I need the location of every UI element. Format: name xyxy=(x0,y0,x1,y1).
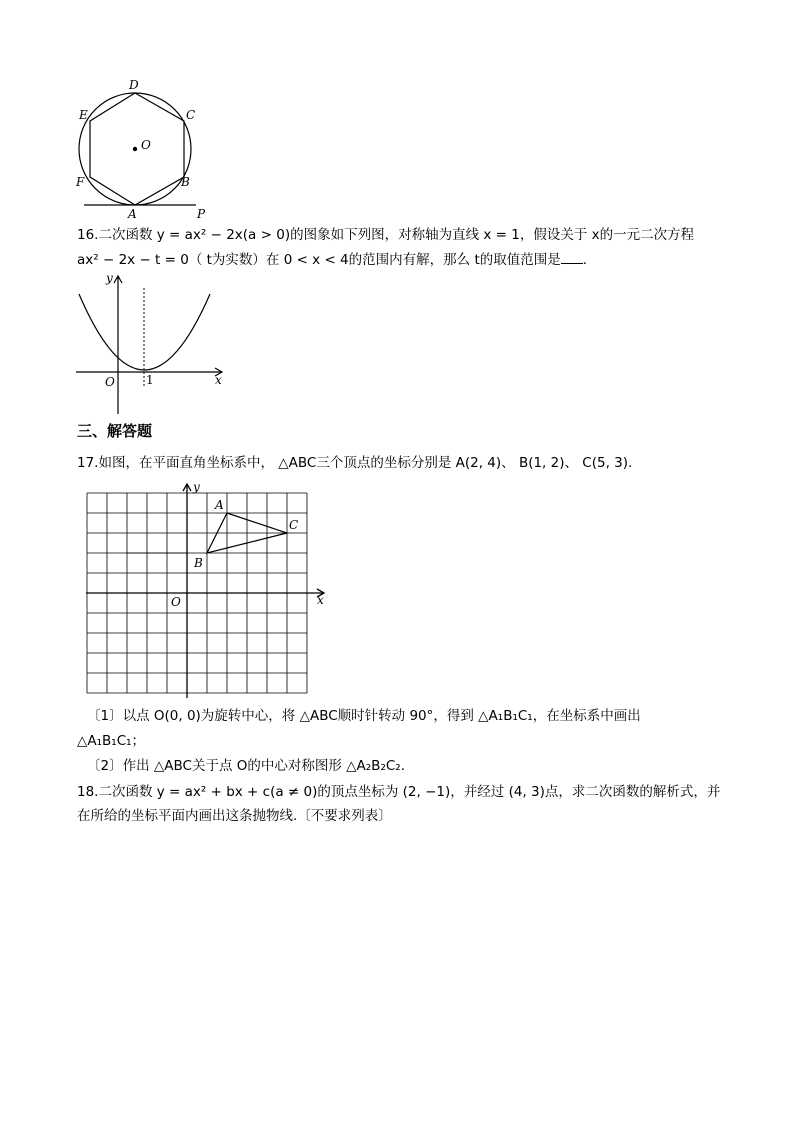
grid-label-b: B xyxy=(194,556,203,570)
hexagon-circle-figure xyxy=(70,76,220,222)
q17-stem: 17.如图，在平面直角坐标系中， △ABC三个顶点的坐标分别是 A(2, 4)、 B(1, 2)、 C(5, 3). xyxy=(77,455,633,471)
q17-part1-line1: 〔1〕以点 O(0, 0)为旋转中心，将 △ABC顺时针转动 90°，得到 △A₁B₁C₁，在坐标系中画出 xyxy=(87,708,641,724)
coordinate-grid-figure xyxy=(84,480,330,700)
label-f: F xyxy=(76,175,85,189)
grid-label-y: y xyxy=(193,480,200,494)
grid-label-o: O xyxy=(171,595,181,609)
q16-line2-end: . xyxy=(582,252,588,268)
parabola-figure xyxy=(72,270,232,418)
label-p: P xyxy=(197,207,206,221)
q16-line1 xyxy=(77,225,694,245)
label-x: x xyxy=(215,373,222,387)
answer-blank[interactable] xyxy=(561,249,583,264)
q18-line1: 18.二次函数 y = ax² + bx + c(a ≠ 0)的顶点坐标为 (2, −1)，并经过 (4, 3)点，求二次函数的解析式，并 xyxy=(77,784,721,800)
grid-label-x: x xyxy=(317,593,324,607)
label-d: D xyxy=(129,78,139,92)
q18-line2: 在所给的坐标平面内画出这条抛物线.〔不要求列表〕 xyxy=(77,808,392,824)
grid-label-c: C xyxy=(289,518,299,532)
q17-part1-line2: △A₁B₁C₁； xyxy=(77,733,146,749)
label-b: B xyxy=(181,175,190,189)
label-o: O xyxy=(141,138,151,152)
label-origin: O xyxy=(105,375,115,389)
center-point-o xyxy=(133,147,137,151)
grid-label-a: A xyxy=(215,498,224,512)
q16-line1-text: 16.二次函数 y = ax² − 2x(a > 0)的图象如下列图，对称轴为直线 x = 1，假设关于 x的一元二次方程 xyxy=(77,227,695,243)
q17-part2: 〔2〕作出 △ABC关于点 O的中心对称图形 △A₂B₂C₂. xyxy=(87,758,405,774)
q16-line2-text: ax² − 2x − t = 0（ t为实数）在 0 < x < 4的范围内有解，那么 t的取值范围是 xyxy=(77,252,561,268)
label-y: y xyxy=(106,271,113,285)
label-c: C xyxy=(186,108,196,122)
section-heading: 三、解答题 xyxy=(77,422,153,440)
label-e: E xyxy=(79,108,88,122)
label-a: A xyxy=(128,207,137,221)
q16-line2 xyxy=(77,249,587,270)
label-one: 1 xyxy=(146,373,154,387)
